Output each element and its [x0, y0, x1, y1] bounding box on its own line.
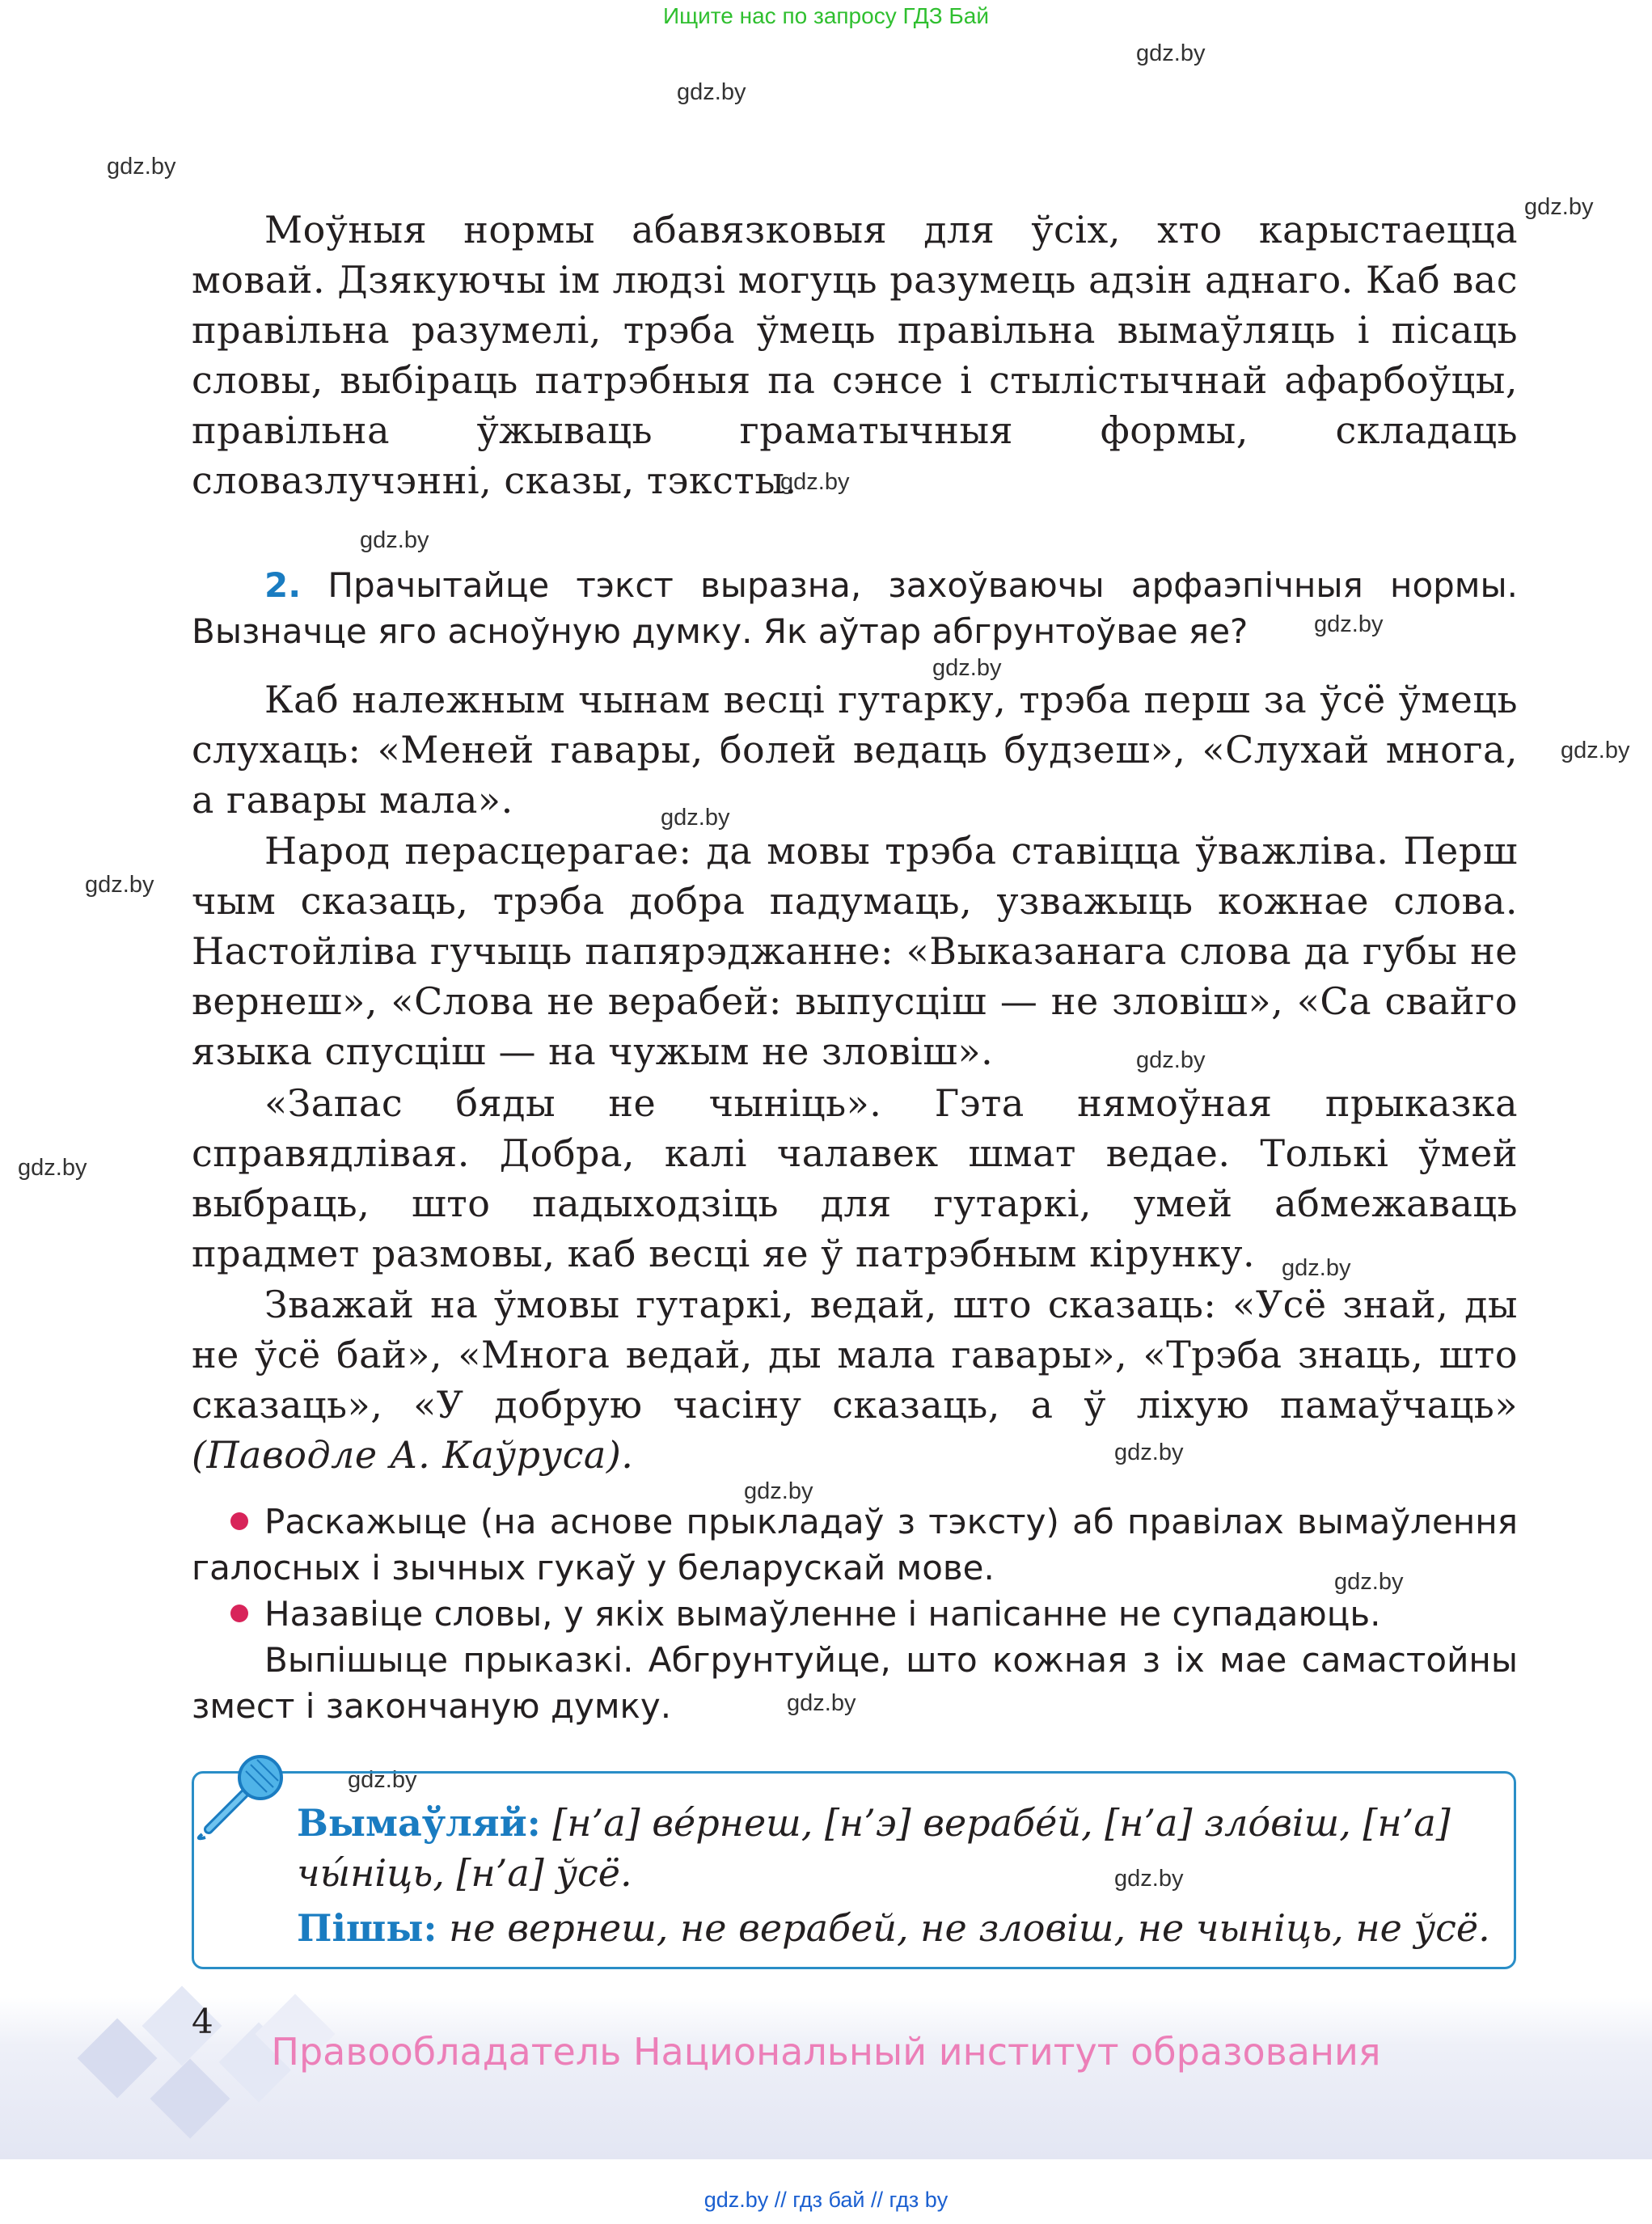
exercise-task	[192, 562, 1518, 654]
watermark: gdz.by	[1114, 1866, 1184, 1892]
say-text: [н’а] ве́рнеш, [н’э] верабе́й, [н’а] зло́віш, [н’а] чы́ніць, [н’а] ўсё.	[297, 1801, 1451, 1895]
exercise-text: Прачытайце тэкст выразна, захоўваючы арфаэпічныя нормы. Вызначце яго асноўную думку. Як аўтар абгрунтоўвае яе?	[192, 565, 1518, 651]
footer-links[interactable]: gdz.by // гдз бай // гдз by	[703, 2188, 949, 2212]
page-number: 4	[192, 2002, 213, 2041]
watermark: gdz.by	[661, 805, 730, 831]
say-label: Вымаўляй:	[297, 1801, 541, 1845]
watermark: gdz.by	[85, 872, 154, 898]
search-hint[interactable]: Ищите нас по запросу ГДЗ Бай	[662, 3, 990, 28]
task-text: Назавіце словы, у якіх вымаўленне і напісанне не супадаюць.	[264, 1594, 1381, 1634]
task-item	[192, 1499, 1518, 1591]
watermark: gdz.by	[360, 527, 429, 553]
text-paragraph: Народ перасцерагае: да мовы трэба ставіцца ўважліва. Перш чым сказаць, трэба добра падумаць, узважыць кожнае слова. Настойліва гучыць папярэджанне: «Выказанага слова да губы не вернеш», «Слова не верабей: выпусціш — не зловіш», «Са свайго языка спусціш — на чужым не зловіш».	[192, 829, 1518, 1073]
task-extra: Выпішыце прыказкі. Абгрунтуйце, што кожная з іх мае самастойны змест і закончаную думку.	[192, 1640, 1518, 1726]
text-paragraph-body: Зважай на ўмовы гутаркі, ведай, што сказаць: «Усё знай, ды не ўсё бай», «Многа ведай, ды мала гавары», «Трэба знаць, што сказаць», «У добрую часіну сказаць, а ў ліхую памаўчаць»	[192, 1283, 1518, 1427]
text-paragraph	[192, 1279, 1518, 1480]
write-label: Пішы:	[297, 1906, 437, 1950]
watermark: gdz.by	[107, 154, 176, 180]
watermark: gdz.by	[1334, 1569, 1404, 1595]
watermark: gdz.by	[1136, 1047, 1206, 1073]
watermark: gdz.by	[1561, 738, 1630, 763]
write-text: не вернеш, не верабей, не зловіш, не чыніць, не ўсё.	[449, 1906, 1490, 1950]
watermark: gdz.by	[18, 1155, 87, 1181]
write-line	[297, 1903, 1494, 1953]
watermark: gdz.by	[932, 655, 1002, 681]
watermark: gdz.by	[787, 1690, 856, 1716]
watermark: gdz.by	[677, 79, 746, 105]
source-note: (Паводле А. Каўруса).	[192, 1433, 634, 1477]
watermark: gdz.by	[744, 1478, 813, 1504]
watermark: gdz.by	[1282, 1255, 1351, 1281]
rights-holder: Правообладатель Национальный институт образования	[271, 2030, 1381, 2074]
watermark: gdz.by	[1524, 194, 1594, 220]
task-item	[192, 1591, 1518, 1637]
bullet-icon	[230, 1512, 248, 1530]
text-paragraph: «Запас бяды не чыніць». Гэта нямоўная прыказка справядлівая. Добра, калі чалавек шмат ведае. Толькі ўмей выбраць, што падыходзіць для гутаркі, умей абмежаваць прадмет размовы, каб весці яе ў патрэбным кірунку.	[192, 1081, 1518, 1275]
watermark: gdz.by	[348, 1767, 417, 1793]
watermark: gdz.by	[1114, 1440, 1184, 1465]
exercise-number: 2.	[264, 565, 302, 605]
say-line	[220, 1798, 1498, 1898]
intro-paragraph: Моўныя нормы абавязковыя для ўсіх, хто карыстаецца мовай. Дзякуючы ім людзі могуць разумець адзін аднаго. Каб вас правільна разумелі, трэба ўмець правільна вымаўляць і пісаць словы, выбіраць патрэбныя па сэнсе і стылістычнай афарбоўцы, правільна ўжываць граматычныя формы, складаць словазлучэнні, сказы, тэксты.	[192, 208, 1518, 502]
text-paragraph: Каб належным чынам весці гутарку, трэба перш за ўсё ўмець слухаць: «Меней гавары, болей ведаць будзеш», «Слухай многа, а гавары мала».	[192, 678, 1518, 822]
watermark: gdz.by	[1136, 40, 1206, 66]
task-text: Раскажыце (на аснове прыкладаў з тэксту) аб правілах вымаўлення галосных і зычных гукаў у беларускай мове.	[192, 1502, 1518, 1588]
watermark: gdz.by	[780, 469, 850, 495]
watermark: gdz.by	[1314, 611, 1384, 637]
bullet-icon	[230, 1605, 248, 1622]
